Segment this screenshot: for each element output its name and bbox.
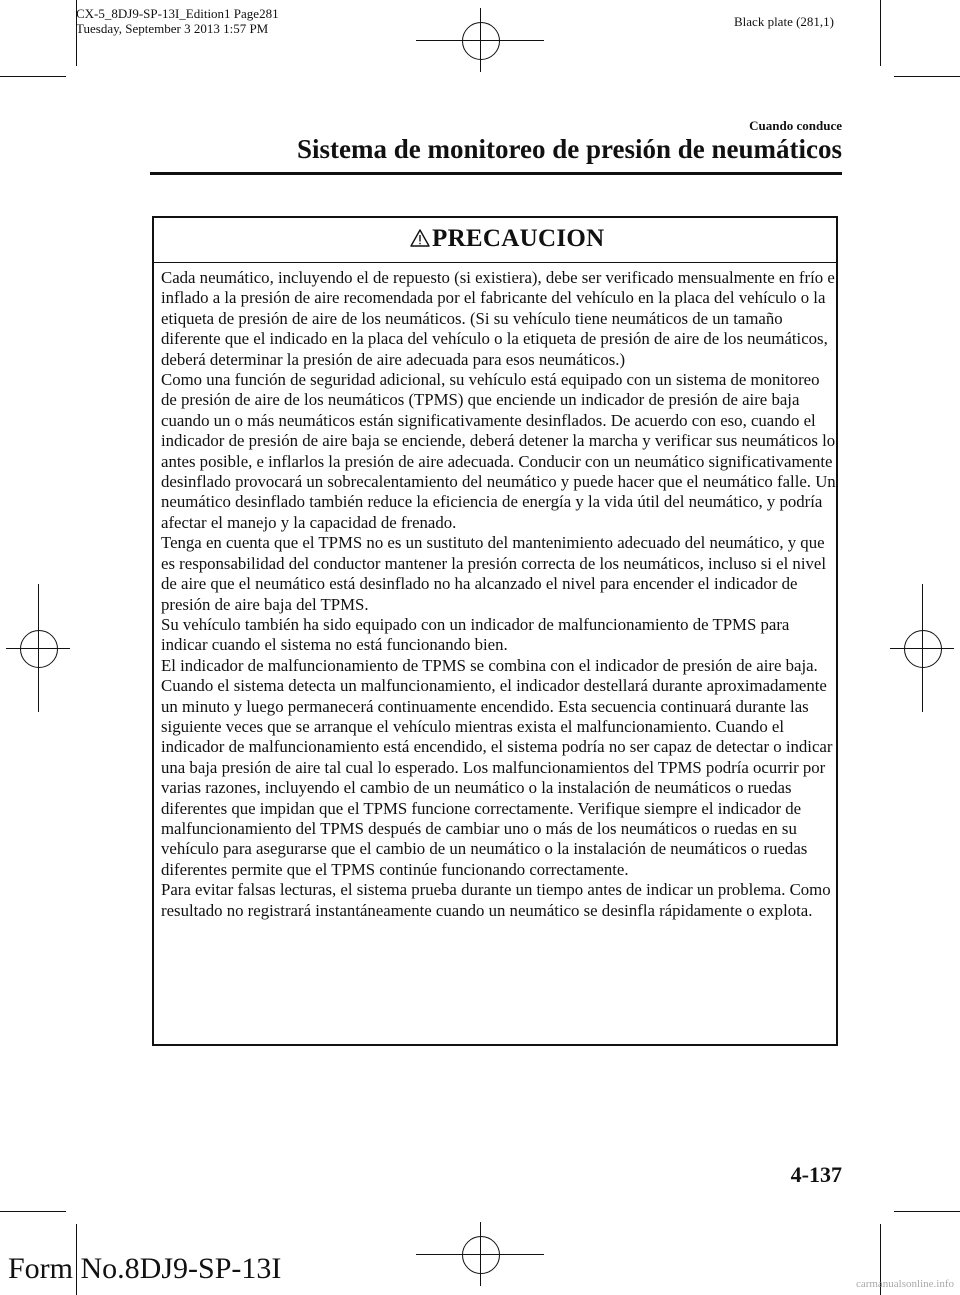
page-number: 4-137 bbox=[790, 1162, 842, 1187]
caution-paragraph: Su vehículo también ha sido equipado con un indicador de malfuncionamiento de TPMS para indicar cuando el sistema no está funcionando bien. bbox=[161, 614, 790, 655]
caution-paragraph: Como una función de seguridad adicional, su vehículo está equipado con un sistema de monitoreo de presión de aire de los neumáticos (TPMS) que enciende un indicador de presión de aire baja cuando un o más neumáticos están significativamente desinflados. De acuerdo con eso, cuando el indicador de presión de aire baja se enciende, deberá detener la marcha y verificar sus neumáticos lo antes posible, e inflarlos la presión de aire adecuada. Conducir con un neumático significativamente desinflado provocará un sobrecalentamiento del neumático y puede hacer que el neumático falle. Un neumático desinflado también reduce la eficiencia de energía y la vida útil del neumático, y podría afectar el manejo y la capacidad de frenado. bbox=[161, 370, 836, 532]
watermark: carmanualsonline.info bbox=[855, 1278, 954, 1290]
warning-triangle-icon bbox=[410, 229, 430, 247]
caution-paragraph: El indicador de malfuncionamiento de TPMS se combina con el indicador de presión de aire baja. Cuando el sistema detecta un malfuncionamiento, el indicador destellará durante aproximadamente un minuto y luego permanecerá continuamente encendido. Esta secuencia continuará durante las siguiente veces que se arranque el vehículo mientras exista el malfuncionamiento. Cuando el indicador de malfuncionamiento está encendido, el sistema podría no ser capaz de detectar o indicar una baja presión de aire tal cual lo esperado. Los malfuncionamientos del TPMS podría ocurrir por varias razones, incluyendo el cambio de un neumático o la instalación de neumáticos o ruedas diferentes que impidan que el TPMS funcione correctamente. Verifique siempre el indicador de malfuncionamiento del TPMS después de cambiar uno o más de los neumáticos o ruedas en su vehículo para asegurarse que el cambio de un neumático o la instalación de neumáticos o ruedas diferentes permite que el TPMS continúe funcionando correctamente. bbox=[161, 655, 833, 879]
section-label: Cuando conduce bbox=[749, 118, 842, 133]
title-rule bbox=[150, 172, 842, 175]
print-info-date: Tuesday, September 3 2013 1:57 PM bbox=[76, 21, 269, 36]
caution-paragraph: Tenga en cuenta que el TPMS no es un sustituto del mantenimiento adecuado del neumático, y que es responsabilidad del conductor mantener la presión correcta de los neumáticos, incluso si el nivel de aire que el neumático está desinflado no ha alcanzado el nivel para encender el indicador de presión de aire baja del TPMS. bbox=[161, 533, 826, 614]
print-info bbox=[76, 6, 279, 36]
caution-paragraph: Para evitar falsas lecturas, el sistema prueba durante un tiempo antes de indicar un problema. Como resultado no registrará instantáneamente cuando un neumático se desinfla rápidamente o explota. bbox=[161, 880, 831, 920]
plate-label: Black plate (281,1) bbox=[734, 14, 834, 29]
caution-body bbox=[161, 268, 837, 921]
form-number: Form No.8DJ9-SP-13I bbox=[8, 1252, 282, 1285]
caution-label: PRECAUCION bbox=[432, 225, 605, 252]
caution-header bbox=[154, 218, 836, 263]
caution-paragraph: Cada neumático, incluyendo el de repuesto (si existiera), debe ser verificado mensualmente en frío e inflado a la presión de aire recomendada por el fabricante del vehículo en la placa del vehículo o la etiqueta de presión de aire de los neumáticos. (Si su vehículo tiene neumáticos de un tamaño diferente que el indicado en la placa del vehículo o la etiqueta de presión de aire de los neumáticos, deberá determinar la presión de aire adecuada para esos neumáticos.) bbox=[161, 268, 835, 369]
caution-box bbox=[152, 216, 838, 1046]
print-info-file: CX-5_8DJ9-SP-13I_Edition1 Page281 bbox=[76, 6, 279, 21]
page-title: Sistema de monitoreo de presión de neumáticos bbox=[297, 134, 842, 164]
